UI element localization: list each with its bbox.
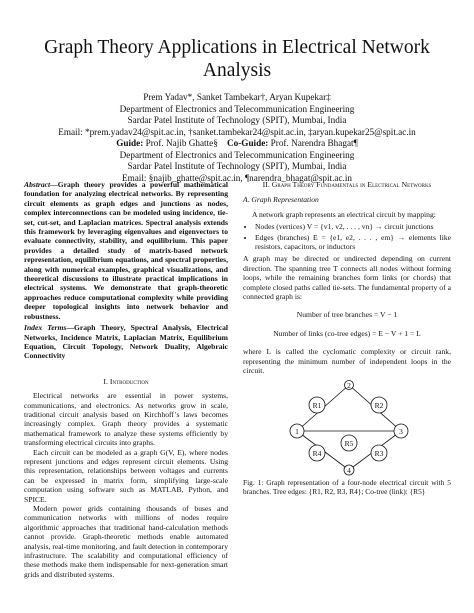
equation-links: Number of links (co-tree edges) = E − V + 1 = L (273, 328, 421, 338)
edge-label: R1 (312, 400, 322, 410)
author-dept: Department of Electronics and Telecommunication Engineering (119, 103, 355, 114)
intro-paragraph-2: Each circuit can be modeled as a graph G(V, E), where nodes represent junctions and edges represent circuit elements. Using this representation, relationships between voltages and currents can be expressed in matrix form, simplifying large-scale computation using software such as MATLAB, Python, and SPICE. (24, 447, 228, 504)
subsection-heading: A. Graph Representation (243, 195, 319, 205)
edge-label: R4 (312, 448, 322, 458)
guide-line (20, 138, 454, 150)
circuit-rank-paragraph: where L is called the cyclomatic complexity or circuit rank, representing the minimum number of independent loops in the circuit. (243, 347, 451, 376)
list-item: • Edges (branches) E = {e1, e2, . . . , em} → elements like resistors, capacitors, or inductors (255, 233, 451, 252)
figure-caption: Fig. 1: Graph representation of a four-node electrical circuit with 5 branches. Tree edges: {R1, R2, R3, R4}; Co-tree (link): {R5} (243, 477, 451, 496)
right-column (243, 180, 451, 496)
equation-tree-branches: Number of tree branches = V − 1 (296, 310, 398, 320)
graph-paragraph: A graph may be directed or undirected depending on current direction. The spanning tree T connects all nodes without forming loops, while the remaining branches form links (or chords) that complete closed paths called tie-sets. The fundamental property of a connected graph is: (243, 254, 451, 302)
coguide-label: Co-Guide: (227, 138, 269, 148)
guide-block (20, 138, 454, 184)
node-label: 1 (295, 426, 299, 436)
mapping-list (243, 222, 451, 251)
guide-institute: Sardar Patel Institute of Technology (SPIT), Mumbai, India (127, 161, 347, 171)
index-terms-text: —Graph Theory, Spectral Analysis, Electrical Networks, Incidence Matrix, Laplacian Matrix, Equilibrium Equation, Circuit Topology, Network Duality, Algebraic Connectivity (24, 323, 229, 361)
guide-dept: Department of Electronics and Telecommunication Engineering (119, 149, 355, 160)
guide-name: Prof. Najib Ghatte§ (145, 138, 218, 148)
author-block (20, 92, 454, 138)
coguide-name: Prof. Narendra Bhagat¶ (270, 138, 358, 148)
node-label: 3 (399, 426, 403, 436)
intro-paragraph-3: Modern power grids containing thousands of buses and communication networks with millions of nodes require algorithmic approaches that traditional hand-calculation methods cannot provide. Graph-theoretic methods enable automated analysis, real-time monitoring, and fault detection in contemporary infrastructure. The scalability and computational efficiency of these methods make them indispensable for next-generation smart grids and distributed systems. (24, 504, 228, 579)
abstract (24, 180, 228, 321)
section-heading-2: II. Graph Theory Fundamentals in Electrical Networks (262, 180, 432, 189)
list-item: • Nodes (vertices) V = {v1, v2, . . . , vn} → circuit junctions (255, 222, 451, 231)
author-names: Prem Yadav*, Sanket Tambekar†, Aryan Kupekar‡ (143, 92, 331, 102)
author-emails: Email: *prem.yadav24@spit.ac.in, †sanket.tambekar24@spit.ac.in, ‡aryan.kupekar25@spit.ac.in (58, 126, 416, 137)
left-column (24, 180, 228, 579)
index-terms (24, 323, 228, 361)
figure-graph (243, 380, 451, 478)
section-heading-intro: I. Introduction (103, 376, 149, 386)
graph-rep-intro: A network graph represents an electrical circuit by mapping: (252, 209, 436, 219)
node-label: 2 (347, 380, 351, 390)
guide-emails: Email: §najib_ghatte@spit.ac.in, ¶narendra_bhagat@spit.ac.in (121, 172, 353, 183)
edge-label: R5 (344, 438, 354, 448)
paper-title: Graph Theory Applications in Electrical Network Analysis (44, 37, 430, 81)
intro-paragraph-1: Electrical networks are essential in power systems, communications, and electronics. As networks grow in scale, traditional circuit analysis based on Kirchhoff’s laws becomes increasingly complex. Graph theory provides a systematic mathematical framework to analyze these systems efficiently by transforming electrical circuits into graphs. (24, 391, 228, 448)
author-institute: Sardar Patel Institute of Technology (SPIT), Mumbai, India (127, 115, 347, 125)
abstract-label: Abstract (24, 180, 51, 189)
index-terms-label: Index Terms (24, 323, 67, 333)
node-label: 4 (347, 465, 351, 475)
edge-label: R3 (374, 448, 384, 458)
abstract-text: —Graph theory provides a powerful mathematical foundation for analyzing electrical networks. By representing circuit elements as graph edges and junctions as nodes, complex interconnections can be modeled using incidence, tie-set, cut-set, and Laplacian matrices. Spectral analysis extends this framework by leveraging eigenvalues and eigenvectors to evaluate connectivity, stability, and equilibrium. This paper provides a detailed study of matrix-based network representation, equilibrium equations, and spectral properties, along with numerical examples, graphical visualizations, and theoretical discussions to illustrate practical implications in electrical systems. We demonstrate that graph-theoretic approaches reduce computational complexity while providing deeper topological insights into network behavior and robustness. (24, 180, 228, 321)
graph-diagram (283, 380, 413, 476)
edge-label: R2 (374, 400, 384, 410)
guide-label: Guide: (116, 138, 144, 148)
